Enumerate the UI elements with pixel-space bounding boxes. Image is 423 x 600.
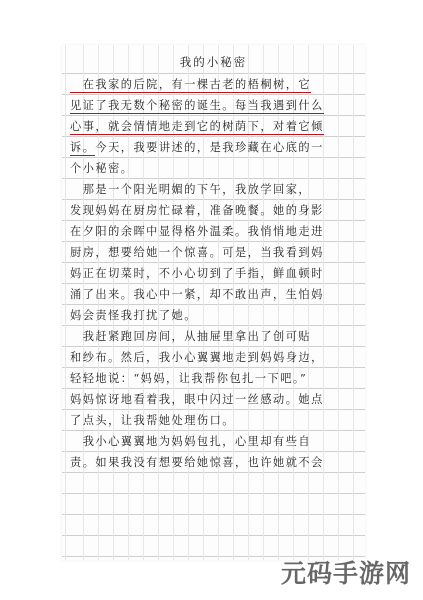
essay-line: 在夕阳的余晖中显得格外温柔。我悄悄地走进 [70, 225, 324, 238]
essay-line: 那是一个阳光明媚的下午，我放学回家， [70, 183, 312, 196]
essay-line: 和纱布。然后，我小心翼翼地走到妈妈身边， [70, 351, 324, 364]
highlighted-text: 诉。 [70, 141, 96, 154]
essay-line: 厨房，想要给她一个惊喜。可是，当我看到妈 [70, 246, 324, 259]
essay-line: 我小心翼翼地为妈妈包扎，心里却有些自 [70, 435, 312, 448]
highlighted-text: 心事，就会情情地走到它的树荫下，对着它倾 [70, 120, 324, 133]
essay-line [70, 74, 362, 95]
essay-line: 妈妈惊讶地看着我，眼中闪过一丝感动。她点 [70, 393, 324, 406]
highlighted-text: 见证了我无数个秘密的诞生。每当我遇到什么 [70, 99, 324, 112]
site-watermark: 元码手游网 [280, 559, 411, 588]
highlighted-text: 在我家的后院，有一棵古老的梧桐树，它 [70, 78, 312, 91]
essay-line: 轻轻地说：“妈妈，让我帮你包扎一下吧。” [70, 372, 308, 385]
essay-line: 涌了出来。我心中一紧，却不敢出声，生怕妈 [70, 288, 324, 301]
essay-line: 了点头，让我帮她处理伤口。 [70, 414, 235, 427]
essay-body [70, 74, 362, 473]
essay-title: 我的小秘密 [179, 55, 248, 69]
essay-line [70, 137, 362, 158]
line-text: 今天，我要讲述的，是我珍藏在心底的一 [95, 141, 324, 154]
essay-line: 妈正在切菜时，不小心切到了手指，鲜血顿时 [70, 267, 324, 280]
essay-line: 发现妈妈在厨房忙碌着，准备晚餐。她的身影 [70, 204, 324, 217]
essay-line [70, 95, 362, 116]
essay-line: 个小秘密。 [70, 162, 134, 175]
essay-paper [62, 45, 365, 560]
essay-line: 妈会责怪我打扰了她。 [70, 309, 197, 322]
essay-line: 我赶紧跑回房间，从抽屉里拿出了创可贴 [70, 330, 312, 343]
essay-line [70, 116, 362, 137]
essay-line: 责。如果我没有想要给她惊喜，也许她就不会 [70, 456, 324, 469]
